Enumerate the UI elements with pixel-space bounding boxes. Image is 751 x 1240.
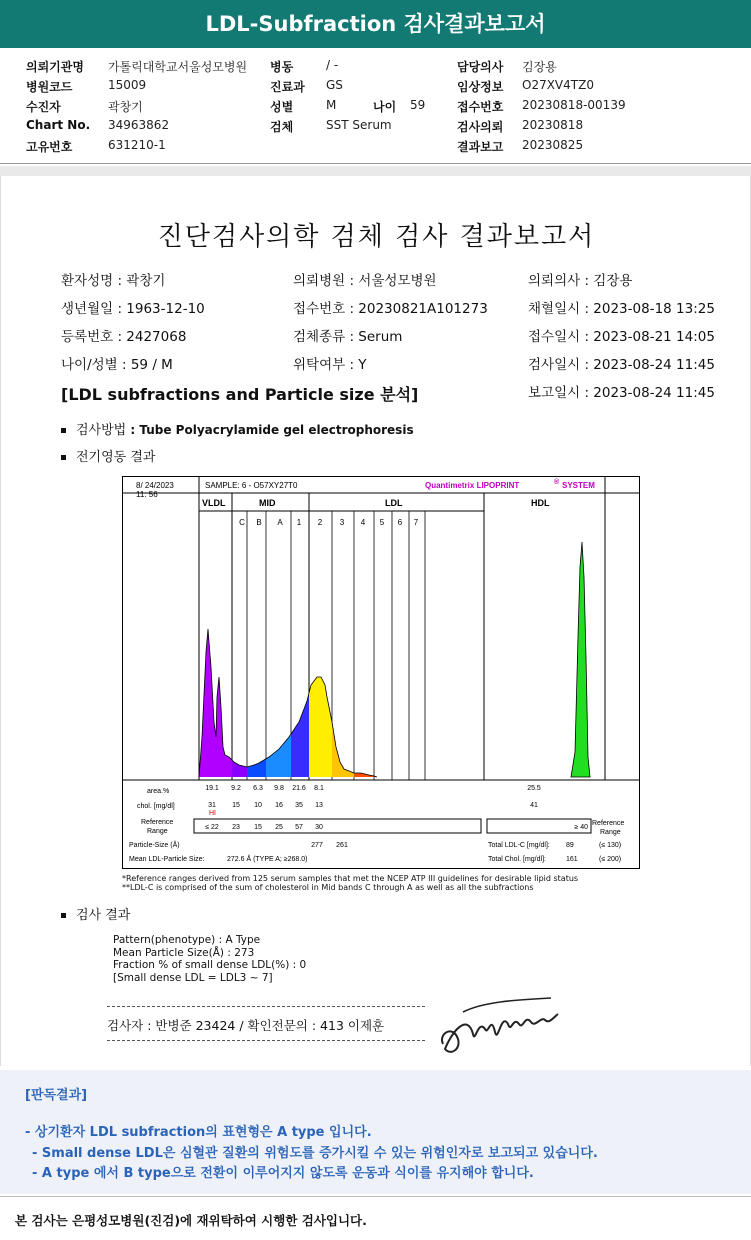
particle-size-2: 261 [336,842,348,849]
method-label: 검사방법 [76,423,127,438]
band-label: C [239,518,245,527]
value-attending-doctor: 김장용 [522,60,557,74]
chol-value: 15 [232,802,240,809]
chart-time: 11: 56 [136,490,158,499]
label-test-request: 검사의뢰 [457,120,504,134]
label-result-report: 결과보고 [457,140,504,154]
label-specimen: 검체 [270,120,294,134]
hdl-ref-label-2: Range [600,829,621,836]
info-age-sex: 나이/성별 : 59 / M [61,357,173,373]
area-value: 8.1 [314,785,324,792]
electrophoresis-section [61,446,155,465]
result-section [61,904,130,923]
result-small-dense-fraction: Fraction % of small dense LDL(%) : 0 [113,959,307,971]
info-report-time: 보고일시 : 2023-08-24 11:45 [528,385,715,401]
signature-stroke [463,998,551,1012]
ref-value: 57 [295,824,303,831]
value-age: 59 [410,98,426,112]
info-specimen-type: 검체종류 : Serum [293,329,403,345]
bullet [61,455,66,460]
result-summary [113,934,306,984]
value-ward: / - [326,58,339,72]
interpretation-panel [0,1070,751,1194]
value-unique-number: 631210-1 [108,138,166,152]
hdl-chol: 41 [530,802,538,809]
chol-value: 31 [208,802,216,809]
label-receipt-number: 접수번호 [457,100,504,114]
info-receipt-time: 접수일시 : 2023-08-21 14:05 [528,329,715,345]
divider-top [107,1006,425,1007]
hdl-area: 25.5 [527,785,541,792]
total-ldl-value: 89 [566,842,574,849]
label-attending-doctor: 담당의사 [457,60,504,74]
band-label: B [256,518,262,527]
chart-date: 8/ 24/2023 [136,481,174,490]
report-title-bar: LDL-Subfraction 검사결과보고서 [0,0,751,48]
lipoprint-svg [122,476,640,870]
band-label: A [277,518,283,527]
ref-value: 30 [315,824,323,831]
chol-value: 10 [254,802,262,809]
chol-value: 13 [315,802,323,809]
band-label: 5 [379,518,385,527]
total-chol-label: Total Chol. [mg/dl]: [488,856,546,863]
area-value: 9.2 [231,785,241,792]
result-small-dense-def: [Small dense LDL = LDL3 ~ 7] [113,971,273,984]
band-label: 7 [413,518,419,527]
area-value: 21.6 [292,785,306,792]
chart-brand: Quantimetrix LIPOPRINT [425,481,520,490]
method-section [61,419,414,438]
chart-frame [123,477,640,869]
examiner-line: 검사자 : 반병준 23424 / 확인전문의 : 413 이제훈 [107,1018,385,1033]
group-label-ldl: LDL [385,498,403,508]
result-mean-size: Mean Particle Size(Å) : 273 [113,946,255,959]
result-label: 검사 결과 [76,908,131,923]
lipoprint-chart [122,476,640,870]
ref-value: 25 [275,824,283,831]
hdl-ref: ≥ 40 [574,824,588,831]
interpretation-line-2: - Small dense LDL은 심혈관 질환의 위험도를 증가시킬 수 있는 위험인자로 보고되고 있습니다. [32,1146,598,1161]
label-patient: 수진자 [26,100,61,114]
footnote-ldl-c: **LDL-C is comprised of the sum of cholesterol in Mid bands C through A as well as all the subfractions [122,883,534,892]
hi-flag: HI [209,810,216,817]
chol-value: 16 [275,802,283,809]
row-label-chol: chol. [mg/dl] [137,803,175,810]
ref-value: 15 [254,824,262,831]
band-label: 3 [339,518,345,527]
particle-size-1: 277 [311,842,323,849]
interpretation-line-1: - 상기환자 LDL subfraction의 표현형은 A type 입니다. [25,1125,372,1140]
label-sex: 성별 [270,100,294,114]
ref-value: ≤ 22 [205,824,219,831]
chart-brand-tail: SYSTEM [562,481,595,490]
signature [433,994,563,1058]
info-registration-number: 등록번호 : 2427068 [61,329,187,345]
mean-size-value: 272.6 Å (TYPE A; ≥268.0) [227,856,308,863]
chart-brand-mark: ® [554,479,560,486]
label-chart-no: Chart No. [26,118,91,132]
info-birth-date: 생년월일 : 1963-12-10 [61,301,205,317]
band-label: 6 [397,518,403,527]
interpretation-line-3: - A type 에서 B type으로 전환이 이루어지지 않도록 운동과 식이를 유지해야 합니다. [32,1166,534,1181]
method-value: : Tube Polyacrylamide gel electrophoresis [130,423,414,437]
bullet [61,428,66,433]
particle-size-label: Particle-Size (Å) [129,842,180,849]
info-collection-time: 채혈일시 : 2023-08-18 13:25 [528,301,715,317]
value-hospital-code: 15009 [108,78,147,92]
band-label: 4 [360,518,366,527]
total-chol-ref: (≤ 200) [599,856,622,863]
row-label-ref-2: Range [147,828,168,835]
value-department: GS [326,78,343,92]
info-test-time: 검사일시 : 2023-08-24 11:45 [528,357,715,373]
band-label: 1 [296,518,302,527]
value-receipt-number: 20230818-00139 [522,98,626,112]
total-chol-value: 161 [566,856,578,863]
total-ldl-ref: (≤ 130) [599,842,622,849]
band-label: 2 [317,518,323,527]
hdl-ref-label-1: Reference [592,820,625,827]
info-receipt-number: 접수번호 : 20230821A101273 [293,301,488,317]
section-separator [0,166,751,176]
label-age: 나이 [373,100,397,114]
label-requesting-institution: 의뢰기관명 [26,60,84,74]
chol-value: 35 [295,802,303,809]
report-heading: 진단검사의학 검체 검사 결과보고서 [157,222,596,252]
label-unique-number: 고유번호 [26,140,73,154]
info-patient-name: 환자성명 : 곽창기 [61,273,166,289]
footer-note: 본 검사는 은평성모병원(진검)에 재위탁하여 시행한 검사입니다. [15,1213,367,1228]
interpretation-heading: [판독결과] [25,1088,88,1103]
label-ward: 병동 [270,60,294,74]
electrophoresis-label: 전기영동 결과 [76,450,156,465]
value-test-request: 20230818 [522,118,584,132]
ref-value: 23 [232,824,240,831]
value-patient: 곽창기 [108,100,143,114]
row-label-area: area.% [147,788,170,795]
chart-sample: SAMPLE: 6 - O57XY27T0 [205,481,298,490]
divider-bottom [107,1040,425,1041]
result-pattern: Pattern(phenotype) : A Type [113,934,261,946]
info-requesting-doctor: 의뢰의사 : 김장용 [528,273,633,289]
area-value: 19.1 [205,785,219,792]
value-sex: M [326,98,337,112]
label-department: 진료과 [270,80,305,94]
info-requesting-hospital: 의뢰병원 : 서울성모병원 [293,273,437,289]
value-result-report: 20230825 [522,138,584,152]
group-label-hdl: HDL [531,498,550,508]
signature-stroke [442,1014,558,1052]
value-chart-no: 34963862 [108,118,170,132]
footnote-reference: *Reference ranges derived from 125 serum samples that met the NCEP ATP III guidelines for desirable lipid status [122,874,579,883]
group-label-vldl: VLDL [202,498,226,508]
mean-size-label: Mean LDL-Particle Size: [129,856,205,863]
footer [0,1196,751,1240]
value-specimen: SST Serum [326,118,392,132]
label-clinical-info: 임상정보 [457,80,504,94]
value-clinical-info: O27XV4TZ0 [522,78,594,92]
group-label-mid: MID [259,498,276,508]
analysis-title: [LDL subfractions and Particle size 분석] [61,385,419,404]
area-value: 6.3 [253,785,263,792]
area-value: 9.8 [274,785,284,792]
total-ldl-label: Total LDL-C [mg/dl]: [488,842,550,849]
lab-report [0,176,751,1066]
label-hospital-code: 병원코드 [26,80,73,94]
bullet [61,913,66,918]
info-outsourced: 위탁여부 : Y [293,357,367,373]
value-requesting-institution: 가톨릭대학교서울성모병원 [108,60,248,74]
header-info [0,48,751,164]
row-label-ref-1: Reference [141,819,174,826]
